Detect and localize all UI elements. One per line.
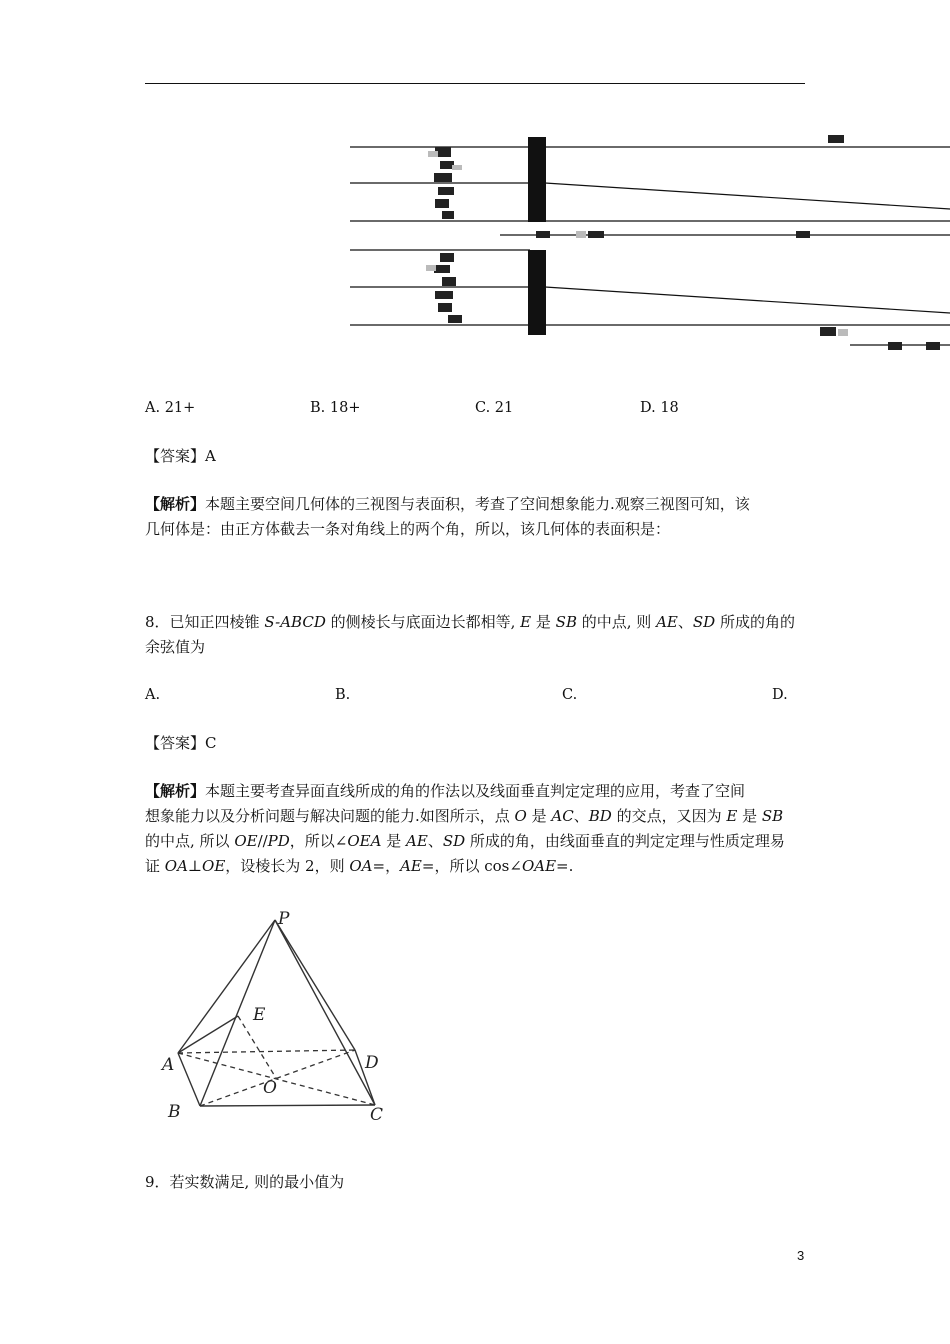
q8-answer: 【答案】C xyxy=(145,734,217,752)
label-c: C xyxy=(370,1105,384,1125)
q7-option-a: A. 21+ xyxy=(145,400,196,416)
edge-pa xyxy=(178,920,275,1053)
q8-stem-line2: 余弦值为 xyxy=(145,638,206,656)
q9-stem: 9．若实数满足, 则的最小值为 xyxy=(145,1173,345,1191)
q8-option-b: B. xyxy=(335,687,351,703)
edge-ad xyxy=(178,1050,355,1053)
label-p: P xyxy=(278,910,290,929)
q8-analysis-line2: 想象能力以及分析问题与解决问题的能力.如图所示，点 O 是 AC、BD 的交点，又因为 E 是 SB xyxy=(145,807,784,825)
q7-option-c: C. 21 xyxy=(475,400,514,416)
diag-bd xyxy=(200,1050,355,1106)
segment-eo xyxy=(238,1016,276,1078)
q7-analysis-line2: 几何体是：由正方体截去一条对角线上的两个角，所以，该几何体的表面积是： xyxy=(145,520,671,538)
label-o: O xyxy=(263,1078,277,1098)
q8-analysis-line3: 的中点, 所以 OE//PD，所以∠OEA 是 AE、SD 所成的角，由线面垂直的判定定理与性质定理易 xyxy=(145,832,785,850)
label-d: D xyxy=(365,1053,379,1073)
q7-option-d: D. 18 xyxy=(640,400,679,416)
q7-option-b: B. 18+ xyxy=(310,400,361,416)
q8-analysis-line1: 【解析】本题主要考查异面直线所成的角的作法以及线面垂直判定定理的应用，考查了空间 xyxy=(145,782,746,800)
header-rule xyxy=(145,83,805,84)
q7-analysis-line1: 【解析】本题主要空间几何体的三视图与表面积，考查了空间想象能力.观察三视图可知，该 xyxy=(145,495,750,513)
label-e: E xyxy=(253,1005,266,1025)
edge-pd xyxy=(275,920,355,1050)
q8-option-c: C. xyxy=(562,687,578,703)
label-b: B xyxy=(168,1102,181,1122)
label-a: A xyxy=(162,1055,175,1075)
edge-ab xyxy=(178,1053,200,1106)
pyramid-figure xyxy=(160,910,395,1125)
edge-pc xyxy=(275,920,375,1105)
q8-option-d: D. xyxy=(772,687,788,703)
q8-option-a: A. xyxy=(145,687,161,703)
three-view-figure xyxy=(350,125,950,355)
q8-stem-line1: 8．已知正四棱锥 S-ABCD 的侧棱长与底面边长都相等, E 是 SB 的中点, 则 AE、SD 所成的角的 xyxy=(145,613,795,631)
edge-bc xyxy=(200,1105,375,1106)
page-number: 3 xyxy=(797,1248,805,1263)
q7-answer: 【答案】A xyxy=(145,447,216,465)
q8-analysis-line4: 证 OA⊥OE，设棱长为 2，则 OA=，AE=，所以 cos∠OAE=. xyxy=(145,857,574,875)
